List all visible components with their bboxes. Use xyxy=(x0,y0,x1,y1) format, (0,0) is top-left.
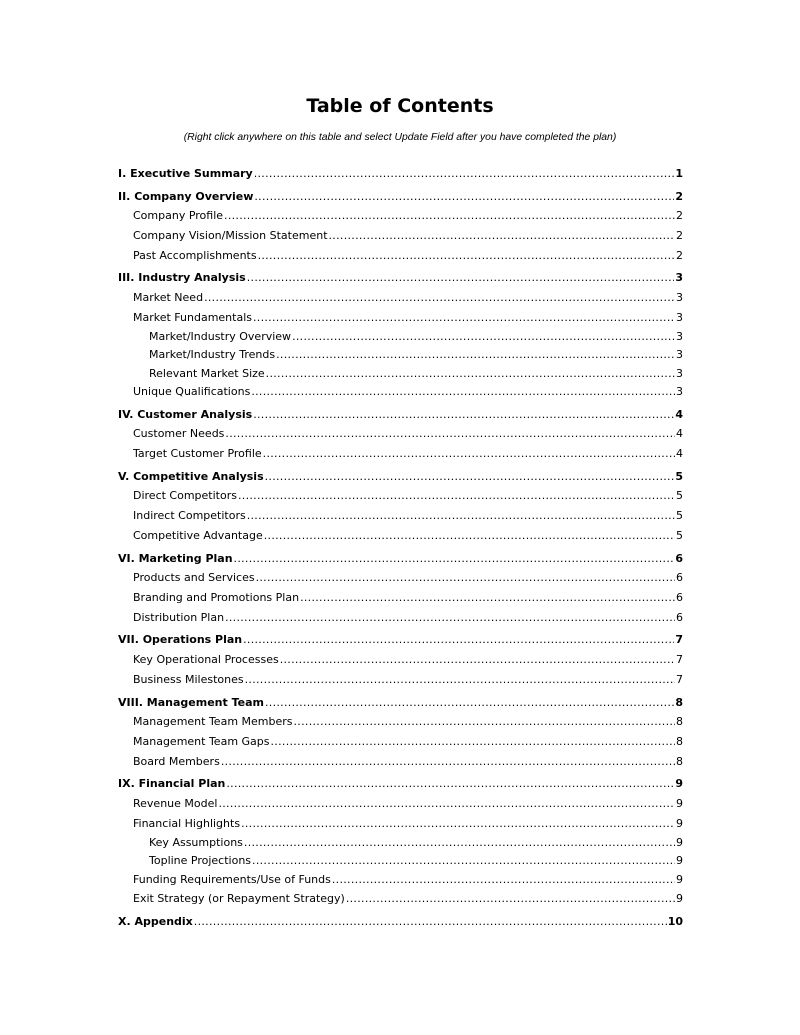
toc-entry-label: X. Appendix xyxy=(118,914,193,928)
toc-entry-page-number: 7 xyxy=(676,673,683,686)
toc-entry-label: Unique Qualifications xyxy=(133,385,251,398)
toc-entry[interactable] xyxy=(118,309,683,327)
toc-entry-page-number: 6 xyxy=(676,591,683,605)
toc-entry-page-number: 5 xyxy=(675,469,683,483)
toc-entry-page-number: 3 xyxy=(676,348,683,361)
toc-entry-page-number: 10 xyxy=(667,914,683,928)
toc-entry-label: Customer Needs xyxy=(133,427,225,441)
toc-entry-label: Target Customer Profile xyxy=(133,447,262,461)
toc-dot-leader xyxy=(245,671,675,689)
toc-entry[interactable] xyxy=(118,365,683,383)
toc-dot-leader xyxy=(225,425,675,443)
toc-entry-label: VII. Operations Plan xyxy=(118,633,243,647)
toc-entry-label: Key Assumptions xyxy=(149,835,243,849)
toc-entry[interactable] xyxy=(118,346,683,364)
toc-entry-label: Key Operational Processes xyxy=(133,653,279,667)
toc-dot-leader xyxy=(256,569,675,587)
toc-entry[interactable] xyxy=(118,694,683,712)
toc-entry-page-number: 8 xyxy=(675,695,683,709)
toc-entry[interactable] xyxy=(118,631,683,649)
toc-entry[interactable] xyxy=(118,269,683,287)
toc-entry[interactable] xyxy=(118,468,683,486)
toc-dot-leader xyxy=(264,527,675,545)
toc-entry[interactable] xyxy=(118,487,683,505)
toc-entry[interactable] xyxy=(118,188,683,206)
toc-entry[interactable] xyxy=(118,289,683,307)
toc-entry-label: IX. Financial Plan xyxy=(118,777,226,791)
toc-dot-leader xyxy=(204,289,675,307)
toc-entry[interactable] xyxy=(118,247,683,265)
toc-dot-leader xyxy=(218,795,675,813)
toc-entry[interactable] xyxy=(118,507,683,525)
toc-entry-page-number: 9 xyxy=(676,854,683,867)
toc-entry-page-number: 2 xyxy=(676,248,683,262)
toc-entry[interactable] xyxy=(118,651,683,669)
toc-entry-label: Business Milestones xyxy=(133,673,244,686)
toc-entry-label: Relevant Market Size xyxy=(149,366,265,380)
toc-dot-leader xyxy=(258,247,675,265)
toc-entry[interactable] xyxy=(118,328,683,346)
toc-entry-label: Market/Industry Trends xyxy=(149,348,276,361)
toc-entry-page-number: 3 xyxy=(676,385,683,398)
toc-entry[interactable] xyxy=(118,383,683,401)
toc-dot-leader xyxy=(276,346,675,364)
toc-entry[interactable] xyxy=(118,227,683,245)
toc-entry-page-number: 8 xyxy=(676,754,683,768)
toc-dot-leader xyxy=(238,487,675,505)
toc-dot-leader xyxy=(253,309,675,327)
toc-entry-label: Competitive Advantage xyxy=(133,529,263,542)
toc-entry[interactable] xyxy=(118,913,683,931)
toc-dot-leader xyxy=(263,445,675,463)
toc-entry-page-number: 2 xyxy=(676,209,683,223)
toc-entry-label: Distribution Plan xyxy=(133,610,225,624)
toc-entry[interactable] xyxy=(118,207,683,225)
toc-entry-page-number: 7 xyxy=(675,633,683,647)
toc-entry[interactable] xyxy=(118,890,683,908)
toc-dot-leader xyxy=(280,651,675,669)
toc-dot-leader xyxy=(292,328,675,346)
toc-entry-page-number: 5 xyxy=(676,509,683,523)
toc-entry-label: Company Vision/Mission Statement xyxy=(133,229,328,243)
toc-dot-leader xyxy=(247,269,675,287)
toc-entry-label: Past Accomplishments xyxy=(133,248,257,262)
toc-entry[interactable] xyxy=(118,713,683,731)
toc-dot-leader xyxy=(247,507,675,525)
toc-entry[interactable] xyxy=(118,815,683,833)
toc-dot-leader xyxy=(254,188,674,206)
toc-entry-label: III. Industry Analysis xyxy=(118,271,246,285)
toc-entry-page-number: 3 xyxy=(676,366,683,380)
toc-entry[interactable] xyxy=(118,733,683,751)
toc-entry-page-number: 9 xyxy=(676,817,683,830)
toc-dot-leader xyxy=(253,406,674,424)
toc-entry[interactable] xyxy=(118,753,683,771)
toc-entry-page-number: 4 xyxy=(676,427,683,441)
toc-entry-page-number: 3 xyxy=(676,311,683,324)
toc-entry-label: Direct Competitors xyxy=(133,489,237,503)
toc-entry-page-number: 3 xyxy=(676,329,683,343)
toc-entry-label: IV. Customer Analysis xyxy=(118,407,253,421)
update-field-note: (Right click anywhere on this table and select Update Field after you have completed the plan) xyxy=(183,132,617,143)
toc-entry[interactable] xyxy=(118,445,683,463)
toc-entry[interactable] xyxy=(118,775,683,793)
toc-entry[interactable] xyxy=(118,425,683,443)
toc-entry-page-number: 4 xyxy=(675,407,683,421)
toc-dot-leader xyxy=(252,852,675,870)
toc-entry-page-number: 9 xyxy=(676,797,683,811)
toc-entry[interactable] xyxy=(118,165,683,183)
toc-entry-page-number: 7 xyxy=(676,653,683,667)
toc-entry[interactable] xyxy=(118,550,683,568)
toc-entry-label: I. Executive Summary xyxy=(118,167,253,180)
toc-entry-label: Funding Requirements/Use of Funds xyxy=(133,872,331,886)
toc-dot-leader xyxy=(194,913,667,931)
toc-entry-page-number: 9 xyxy=(675,777,683,791)
toc-entry[interactable] xyxy=(118,834,683,852)
toc-dot-leader xyxy=(254,165,675,183)
toc-dot-leader xyxy=(265,468,675,486)
toc-entry[interactable] xyxy=(118,852,683,870)
toc-dot-leader xyxy=(241,815,675,833)
toc-entry-label: V. Competitive Analysis xyxy=(118,469,264,483)
toc-entry-label: Branding and Promotions Plan xyxy=(133,591,300,605)
toc-entry[interactable] xyxy=(118,569,683,587)
page-title: Table of Contents xyxy=(306,95,494,117)
toc-entry-label: Market Fundamentals xyxy=(133,311,252,324)
toc-dot-leader xyxy=(271,733,675,751)
toc-entry[interactable] xyxy=(118,406,683,424)
toc-entry-label: Market/Industry Overview xyxy=(149,329,292,343)
toc-dot-leader xyxy=(346,890,675,908)
toc-entry-label: Company Profile xyxy=(133,209,224,223)
toc-entry[interactable] xyxy=(118,527,683,545)
toc-entry-label: Revenue Model xyxy=(133,797,218,811)
toc-entry-page-number: 8 xyxy=(676,715,683,729)
toc-entry-page-number: 9 xyxy=(676,835,683,849)
toc-entry-page-number: 8 xyxy=(676,735,683,749)
toc-entry-label: Management Team Members xyxy=(133,715,293,729)
toc-entry-page-number: 2 xyxy=(676,229,683,243)
toc-entry[interactable] xyxy=(118,671,683,689)
toc-dot-leader xyxy=(226,775,674,793)
toc-entry[interactable] xyxy=(118,609,683,627)
toc-entry-label: Indirect Competitors xyxy=(133,509,246,523)
toc-entry-page-number: 5 xyxy=(676,489,683,503)
toc-dot-leader xyxy=(300,589,675,607)
toc-entry-page-number: 4 xyxy=(676,447,683,461)
toc-entry[interactable] xyxy=(118,589,683,607)
toc-entry-page-number: 2 xyxy=(675,189,683,203)
toc-entry-label: Financial Highlights xyxy=(133,817,241,830)
toc-dot-leader xyxy=(294,713,675,731)
toc-entry-label: VI. Marketing Plan xyxy=(118,551,233,565)
toc-entry-label: Products and Services xyxy=(133,571,255,585)
toc-entry-page-number: 9 xyxy=(676,872,683,886)
toc-entry-label: II. Company Overview xyxy=(118,189,254,203)
toc-entry-page-number: 3 xyxy=(676,291,683,305)
toc-dot-leader xyxy=(244,834,675,852)
toc-entry-label: Management Team Gaps xyxy=(133,735,270,749)
toc-entry[interactable] xyxy=(118,871,683,889)
toc-entry-page-number: 6 xyxy=(676,571,683,585)
toc-entry-label: Topline Projections xyxy=(149,854,252,867)
toc-entry-label: VIII. Management Team xyxy=(118,695,264,709)
toc-entry-label: Market Need xyxy=(133,291,204,305)
toc-dot-leader xyxy=(251,383,675,401)
toc-entry-label: Board Members xyxy=(133,754,220,768)
toc-entry-label: Exit Strategy (or Repayment Strategy) xyxy=(133,892,345,906)
toc-entry[interactable] xyxy=(118,795,683,813)
toc-dot-leader xyxy=(224,207,675,225)
toc-entry-page-number: 5 xyxy=(676,529,683,542)
toc-dot-leader xyxy=(225,609,675,627)
toc-dot-leader xyxy=(265,694,674,712)
toc-dot-leader xyxy=(234,550,675,568)
toc-dot-leader xyxy=(266,365,675,383)
toc-dot-leader xyxy=(221,753,675,771)
toc-dot-leader xyxy=(329,227,675,245)
toc-entry-page-number: 6 xyxy=(676,610,683,624)
toc-dot-leader xyxy=(332,871,675,889)
toc-entry-page-number: 3 xyxy=(675,271,683,285)
toc-entry-page-number: 6 xyxy=(675,551,683,565)
toc-entry-page-number: 9 xyxy=(676,892,683,906)
toc-entry-page-number: 1 xyxy=(675,167,683,180)
toc-dot-leader xyxy=(243,631,674,649)
